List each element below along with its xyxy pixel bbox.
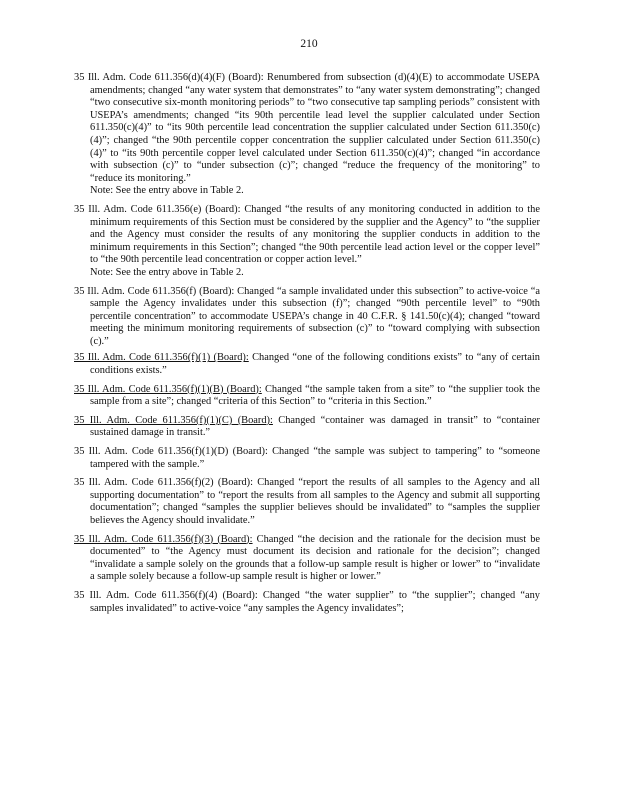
entry-text: Renumbered from subsection (d)(4)(E) to accommodate USEPA amendments; changed “any water system that demonstrates” to “any water system demonstrating”; changed “two consecutive six-month monitoring periods” to “two consecutive tap sampling periods” consistent with USEPA’s amendments; changed “its 90th percentile lead level the supplier calculated under Section 611.350(c)(4)” to “its 90th percentile lead concentration the supplier calculated under Section 611.350(c)(4)”; changed “the 90th percentile copper concentration the supplier calculated under Section 611.350(c)(4)” to “its 90th percentile copper level calculated under Section 611.350(c)(4)”; changed “in accordance with subsection (c)” to “under subsection (c)”; changed “reduce the frequency of the monitoring” to “reduce its monitoring.” (90, 72, 541, 184)
entry-text: Changed “container was damaged in transit” to “container sustained damage in transit.” (90, 414, 540, 439)
entry-citation: 35 Ill. Adm. Code 611.356(d)(4)(F) (Board): (74, 72, 264, 83)
code-entry (74, 352, 540, 377)
code-entry (74, 72, 540, 198)
entry-text: Changed “the sample was subject to tampering” to “someone tampered with the sample.” (90, 446, 541, 470)
code-entry (74, 415, 540, 440)
amendment-entries (74, 72, 540, 621)
entry-note: Note: See the entry above in Table 2. (90, 266, 244, 278)
code-entry (74, 384, 540, 409)
entry-citation: 35 Ill. Adm. Code 611.356(f) (Board): (74, 285, 235, 297)
entry-text: Changed “one of the following conditions exists” to “any of certain conditions exists.” (90, 352, 540, 377)
entry-citation: 35 Ill. Adm. Code 611.356(f)(1)(B) (Board): (74, 383, 262, 395)
entry-citation: 35 Ill. Adm. Code 611.356(e) (Board): (74, 203, 241, 215)
code-entry (74, 204, 540, 280)
entry-text: Changed “the results of any monitoring conducted in addition to the minimum requirements of this Section must be considered by the supplier and the Agency” to “the supplier and the Agency must consider the results of any monitoring the supplier conducts in addition to the minimum requirements in this Section”; changed “the 90th percentile lead action level or the copper level” to “the 90th percentile lead concentration or copper action level.” (90, 203, 540, 266)
entry-citation: 35 Ill. Adm. Code 611.356(f)(1) (Board): (74, 352, 249, 364)
page-number: 210 (300, 38, 318, 50)
entry-text: Changed “the water supplier” to “the supplier”; changed “any samples invalidated” to active-voice “any samples the Agency invalidates”; (90, 589, 540, 614)
code-entry (74, 446, 540, 471)
entry-citation: 35 Ill. Adm. Code 611.356(f)(3) (Board): (74, 533, 253, 545)
entry-text: Changed “a sample invalidated under this subsection” to active-voice “a sample the Agency invalidates under this subsection (f)”; changed “90th percentile level” to “90th percentile concentration” to accommodate USEPA’s change in 40 C.F.R. § 141.50(c)(4); changed “toward meeting the minimum monitoring requirements of subsection (c)” to “toward complying with subsection (c).” (90, 285, 540, 347)
code-entry (74, 286, 540, 349)
entry-text: Changed “report the results of all samples to the Agency and all supporting documentation” to “report the results from all samples to the Agency and submit all supporting documentation”; changed “samples the supplier believes should be invalidated” to “samples the supplier believes the Agency should invalidate.” (90, 477, 540, 526)
entry-citation: 35 Ill. Adm. Code 611.356(f)(2) (Board): (74, 477, 254, 489)
entry-citation: 35 Ill. Adm. Code 611.356(f)(4) (Board): (74, 589, 258, 601)
code-entry (74, 534, 540, 584)
code-entry (74, 477, 540, 527)
entry-text: Changed “the decision and the rationale for the decision must be documented” to “the Agency must document its decision and rationale for the decision”; changed “invalidate a sample solely on the grounds that a follow-up sample result is higher or lower” to “invalidate a sample solely because a follow-up sample result is higher or lower.” (90, 533, 540, 583)
entry-text: Changed “the sample taken from a site” to “the supplier took the sample from a site”; changed “criteria of this Section” to “criteria in this Section.” (90, 383, 540, 408)
entry-citation: 35 Ill. Adm. Code 611.356(f)(1)(C) (Board): (74, 414, 273, 426)
entry-citation: 35 Ill. Adm. Code 611.356(f)(1)(D) (Board): (74, 446, 268, 458)
entry-note: Note: See the entry above in Table 2. (90, 185, 244, 197)
code-entry (74, 590, 540, 615)
